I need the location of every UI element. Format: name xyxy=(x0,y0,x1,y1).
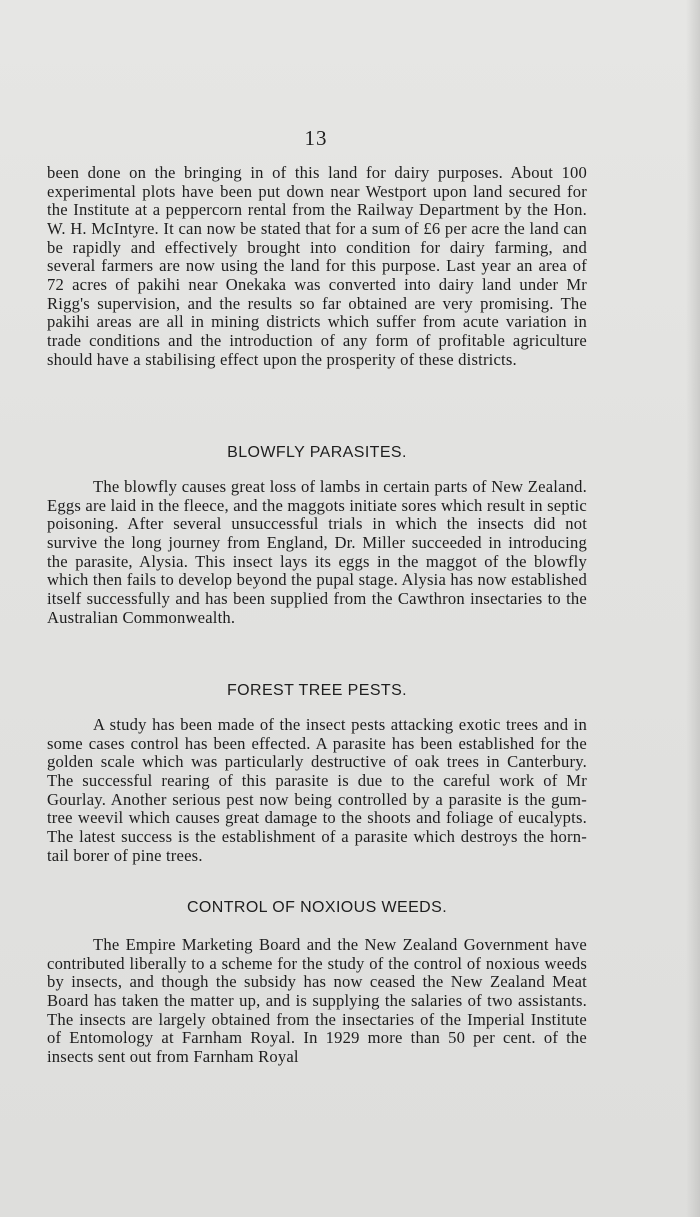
section-heading-blowfly-parasites: BLOWFLY PARASITES. xyxy=(227,444,407,461)
section-heading-noxious-weeds: CONTROL OF NOXIOUS WEEDS. xyxy=(186,899,448,916)
page-edge-shadow xyxy=(686,0,700,1217)
page-number: 13 xyxy=(304,126,328,150)
paragraph-pakihi-lands xyxy=(47,164,587,369)
paragraph-blowfly xyxy=(47,478,587,627)
paragraph-noxious-weeds xyxy=(47,936,587,1067)
paragraph-forest-pests xyxy=(47,716,587,865)
paragraph-text: The blowfly causes great loss of lambs in certain parts of New Zealand. Eggs are laid in the fleece, and the maggots initiate sores which result in septic poisoning. After several unsuccessful trials in which the insects did not survive the long journey from England, Dr. Miller succeeded in introducing the parasite, Alysia. This insect lays its eggs in the maggot of the blowfly which then fails to develop beyond the pupal stage. Alysia has now established itself successfully and has been supplied from the Cawthron insectaries to the Australian Commonwealth. xyxy=(47,477,587,627)
paragraph-text: The Empire Marketing Board and the New Zealand Government have contributed liberally to a scheme for the study of the control of noxious weeds by insects, and though the subsidy has now ceased the New Zealand Meat Board has taken the matter up, and is supplying the salaries of two assistants. The insects are largely obtained from the insectaries of the Imperial Institute of Entomology at Farnham Royal. In 1929 more than 50 per cent. of the insects sent out from Farnham Royal xyxy=(47,935,587,1066)
paragraph-text: been done on the bringing in of this land for dairy purposes. About 100 experimental plots have been put down near Westport upon land secured for the Institute at a peppercorn rental from the Railway Department by the Hon. W. H. McIntyre. It can now be stated that for a sum of £6 per acre the land can be rapidly and effectively brought into condition for dairy farming, and several farmers are now using the land for this purpose. Last year an area of 72 acres of pakihi near Onekaka was converted into dairy land under Mr Rigg's supervision, and the results so far obtained are very promising. The pakihi areas are all in mining districts which suffer from acute variation in trade conditions and the introduction of any form of profitable agriculture should have a stabilising effect upon the prosperity of these districts. xyxy=(47,163,587,369)
section-heading-forest-tree-pests: FOREST TREE PESTS. xyxy=(227,682,407,699)
paragraph-text: A study has been made of the insect pests attacking exotic trees and in some cases control has been effected. A parasite has been established for the golden scale which was particularly destructive of oak trees in Canterbury. The successful rearing of this parasite is due to the careful work of Mr Gourlay. Another serious pest now being controlled by a parasite is the gum-tree weevil which causes great damage to the shoots and foliage of eucalypts. The latest success is the establishment of a parasite which destroys the horn-tail borer of pine trees. xyxy=(47,715,587,865)
